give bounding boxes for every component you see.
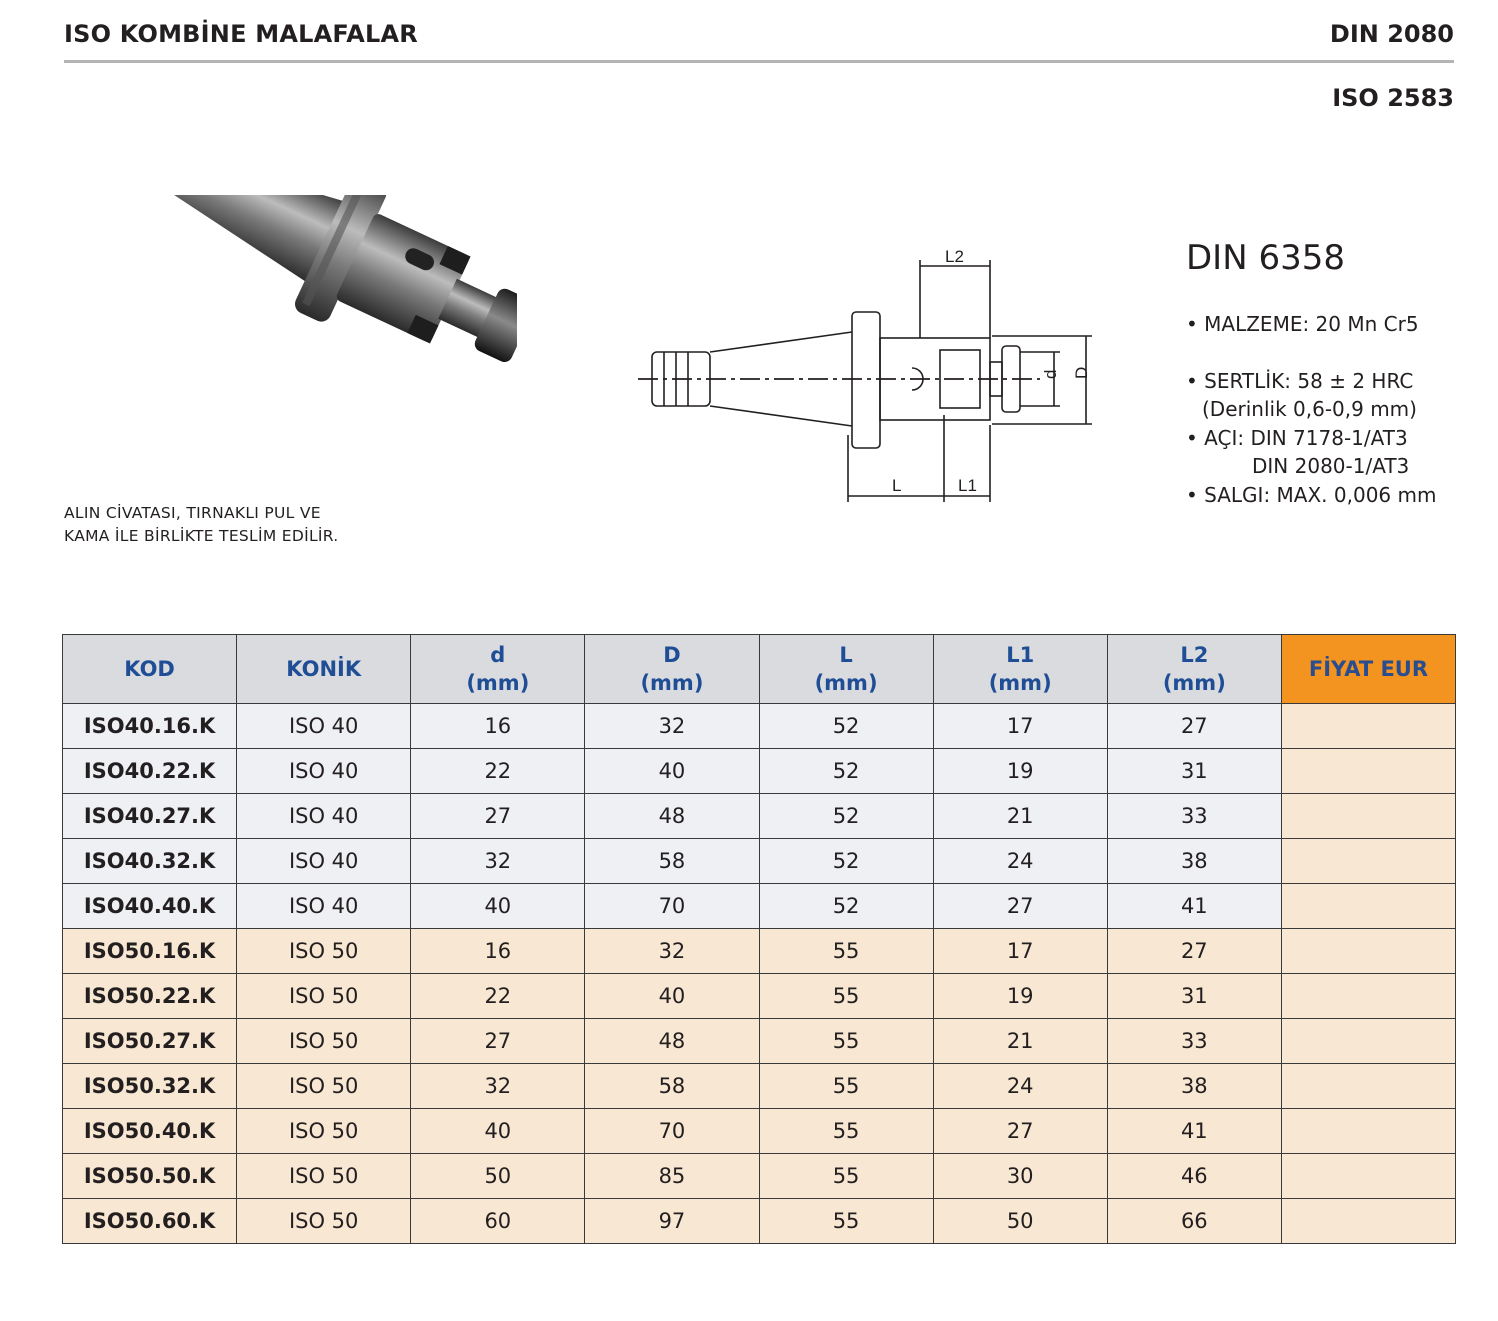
cell-kod: ISO40.16.K (63, 704, 237, 749)
cell-L2: 27 (1107, 704, 1281, 749)
cell-L: 55 (759, 1064, 933, 1109)
cell-price (1281, 884, 1455, 929)
cell-price (1281, 1064, 1455, 1109)
cell-L1: 30 (933, 1154, 1107, 1199)
cell-kod: ISO50.32.K (63, 1064, 237, 1109)
col-header-L1-label: L1 (1006, 643, 1035, 667)
spec-standard-title: DIN 6358 (1186, 238, 1345, 278)
cell-konik: ISO 50 (237, 1019, 411, 1064)
drawing-label-d-large: D (1072, 366, 1091, 379)
col-header-d (411, 635, 585, 704)
cell-price (1281, 1019, 1455, 1064)
cell-L: 52 (759, 794, 933, 839)
cell-price (1281, 839, 1455, 884)
cell-L2: 33 (1107, 1019, 1281, 1064)
col-header-D-label: D (663, 643, 681, 667)
cell-L1: 17 (933, 704, 1107, 749)
spec-runout: • SALGI: MAX. 0,006 mm (1186, 482, 1437, 507)
col-header-D-unit: (mm) (640, 671, 704, 695)
table-row (63, 749, 1456, 794)
cell-D: 70 (585, 884, 759, 929)
cell-L2: 41 (1107, 1109, 1281, 1154)
standard-din-2080: DIN 2080 (1329, 20, 1454, 48)
cell-D: 70 (585, 1109, 759, 1154)
col-header-L2 (1107, 635, 1281, 704)
cell-price (1281, 749, 1455, 794)
col-header-L2-label: L2 (1180, 643, 1209, 667)
col-header-konik: KONİK (237, 635, 411, 704)
cell-price (1281, 794, 1455, 839)
cell-price (1281, 929, 1455, 974)
cell-D: 32 (585, 704, 759, 749)
table-row (63, 974, 1456, 1019)
table-row (63, 839, 1456, 884)
cell-D: 58 (585, 839, 759, 884)
cell-D: 97 (585, 1199, 759, 1244)
cell-L1: 19 (933, 749, 1107, 794)
cell-L: 55 (759, 929, 933, 974)
cell-L1: 17 (933, 929, 1107, 974)
cell-D: 32 (585, 929, 759, 974)
cell-d: 60 (411, 1199, 585, 1244)
col-header-L1 (933, 635, 1107, 704)
table-row (63, 1019, 1456, 1064)
cell-kod: ISO50.22.K (63, 974, 237, 1019)
cell-konik: ISO 50 (237, 1064, 411, 1109)
cell-L: 55 (759, 1199, 933, 1244)
cell-d: 40 (411, 1109, 585, 1154)
cell-konik: ISO 50 (237, 974, 411, 1019)
cell-konik: ISO 50 (237, 1199, 411, 1244)
delivery-note-line-2: KAMA İLE BİRLİKTE TESLİM EDİLİR. (64, 527, 339, 545)
table-row (63, 884, 1456, 929)
cell-konik: ISO 50 (237, 929, 411, 974)
table-row (63, 794, 1456, 839)
spec-angle: • AÇI: DIN 7178-1/AT3 (1186, 425, 1408, 450)
cell-konik: ISO 40 (237, 884, 411, 929)
cell-L1: 21 (933, 794, 1107, 839)
cell-D: 48 (585, 794, 759, 839)
standard-iso-2583: ISO 2583 (1332, 84, 1454, 112)
cell-kod: ISO50.27.K (63, 1019, 237, 1064)
spec-hardness-depth: (Derinlik 0,6-0,9 mm) (1202, 397, 1417, 421)
product-table (62, 634, 1456, 1244)
cell-konik: ISO 40 (237, 749, 411, 794)
cell-L2: 31 (1107, 974, 1281, 1019)
page-title: ISO KOMBİNE MALAFALAR (64, 20, 418, 48)
drawing-label-l: L (892, 476, 902, 495)
table-row (63, 929, 1456, 974)
cell-kod: ISO40.27.K (63, 794, 237, 839)
cell-D: 40 (585, 749, 759, 794)
cell-kod: ISO50.16.K (63, 929, 237, 974)
cell-d: 16 (411, 704, 585, 749)
cell-price (1281, 1154, 1455, 1199)
col-header-L-label: L (839, 643, 853, 667)
cell-d: 32 (411, 1064, 585, 1109)
cell-kod: ISO40.22.K (63, 749, 237, 794)
col-header-d-label: d (490, 643, 506, 667)
cell-d: 27 (411, 794, 585, 839)
table-row (63, 1064, 1456, 1109)
cell-konik: ISO 50 (237, 1154, 411, 1199)
cell-L: 52 (759, 749, 933, 794)
cell-kod: ISO50.40.K (63, 1109, 237, 1154)
col-header-L1-unit: (mm) (988, 671, 1052, 695)
cell-L1: 24 (933, 1064, 1107, 1109)
cell-D: 40 (585, 974, 759, 1019)
spec-hardness: • SERTLİK: 58 ± 2 HRC (1186, 368, 1414, 393)
cell-d: 22 (411, 974, 585, 1019)
table-row (63, 1109, 1456, 1154)
cell-L: 55 (759, 1154, 933, 1199)
cell-L2: 33 (1107, 794, 1281, 839)
cell-kod: ISO50.50.K (63, 1154, 237, 1199)
cell-L: 52 (759, 839, 933, 884)
col-header-D (585, 635, 759, 704)
col-header-L-unit: (mm) (814, 671, 878, 695)
cell-L: 52 (759, 884, 933, 929)
cell-L1: 27 (933, 884, 1107, 929)
spec-angle-2: DIN 2080-1/AT3 (1252, 454, 1410, 478)
spec-list (1186, 310, 1436, 509)
table-row (63, 1154, 1456, 1199)
cell-price (1281, 1199, 1455, 1244)
cell-kod: ISO40.40.K (63, 884, 237, 929)
drawing-label-d-small: d (1041, 369, 1060, 379)
table-row (63, 704, 1456, 749)
cell-D: 48 (585, 1019, 759, 1064)
cell-L2: 41 (1107, 884, 1281, 929)
table-row (63, 1199, 1456, 1244)
cell-L2: 66 (1107, 1199, 1281, 1244)
col-header-L2-unit: (mm) (1162, 671, 1226, 695)
col-header-kod: KOD (63, 635, 237, 704)
cell-D: 85 (585, 1154, 759, 1199)
cell-price (1281, 974, 1455, 1019)
table-header-row (63, 635, 1456, 704)
cell-konik: ISO 50 (237, 1109, 411, 1154)
cell-d: 16 (411, 929, 585, 974)
product-photo (62, 195, 517, 445)
drawing-label-l2: L2 (945, 247, 964, 266)
cell-price (1281, 704, 1455, 749)
cell-D: 58 (585, 1064, 759, 1109)
cell-d: 40 (411, 884, 585, 929)
cell-L1: 19 (933, 974, 1107, 1019)
col-header-price: FİYAT EUR (1281, 635, 1455, 704)
header-rule (64, 60, 1454, 63)
delivery-note (64, 502, 339, 548)
cell-L: 55 (759, 1109, 933, 1154)
col-header-L (759, 635, 933, 704)
col-header-d-unit: (mm) (466, 671, 530, 695)
cell-L1: 50 (933, 1199, 1107, 1244)
cell-konik: ISO 40 (237, 794, 411, 839)
cell-d: 22 (411, 749, 585, 794)
cell-L2: 38 (1107, 1064, 1281, 1109)
spec-material: • MALZEME: 20 Mn Cr5 (1186, 312, 1419, 336)
cell-konik: ISO 40 (237, 839, 411, 884)
cell-konik: ISO 40 (237, 704, 411, 749)
cell-L2: 38 (1107, 839, 1281, 884)
cell-L2: 31 (1107, 749, 1281, 794)
cell-d: 27 (411, 1019, 585, 1064)
cell-d: 32 (411, 839, 585, 884)
cell-L1: 21 (933, 1019, 1107, 1064)
cell-L: 55 (759, 974, 933, 1019)
cell-L2: 27 (1107, 929, 1281, 974)
technical-drawing (630, 240, 1100, 510)
cell-L2: 46 (1107, 1154, 1281, 1199)
cell-L1: 27 (933, 1109, 1107, 1154)
drawing-label-l1: L1 (958, 476, 977, 495)
cell-kod: ISO40.32.K (63, 839, 237, 884)
delivery-note-line-1: ALIN CİVATASI, TIRNAKLI PUL VE (64, 504, 321, 522)
cell-L: 55 (759, 1019, 933, 1064)
cell-kod: ISO50.60.K (63, 1199, 237, 1244)
cell-price (1281, 1109, 1455, 1154)
cell-L: 52 (759, 704, 933, 749)
cell-L1: 24 (933, 839, 1107, 884)
cell-d: 50 (411, 1154, 585, 1199)
